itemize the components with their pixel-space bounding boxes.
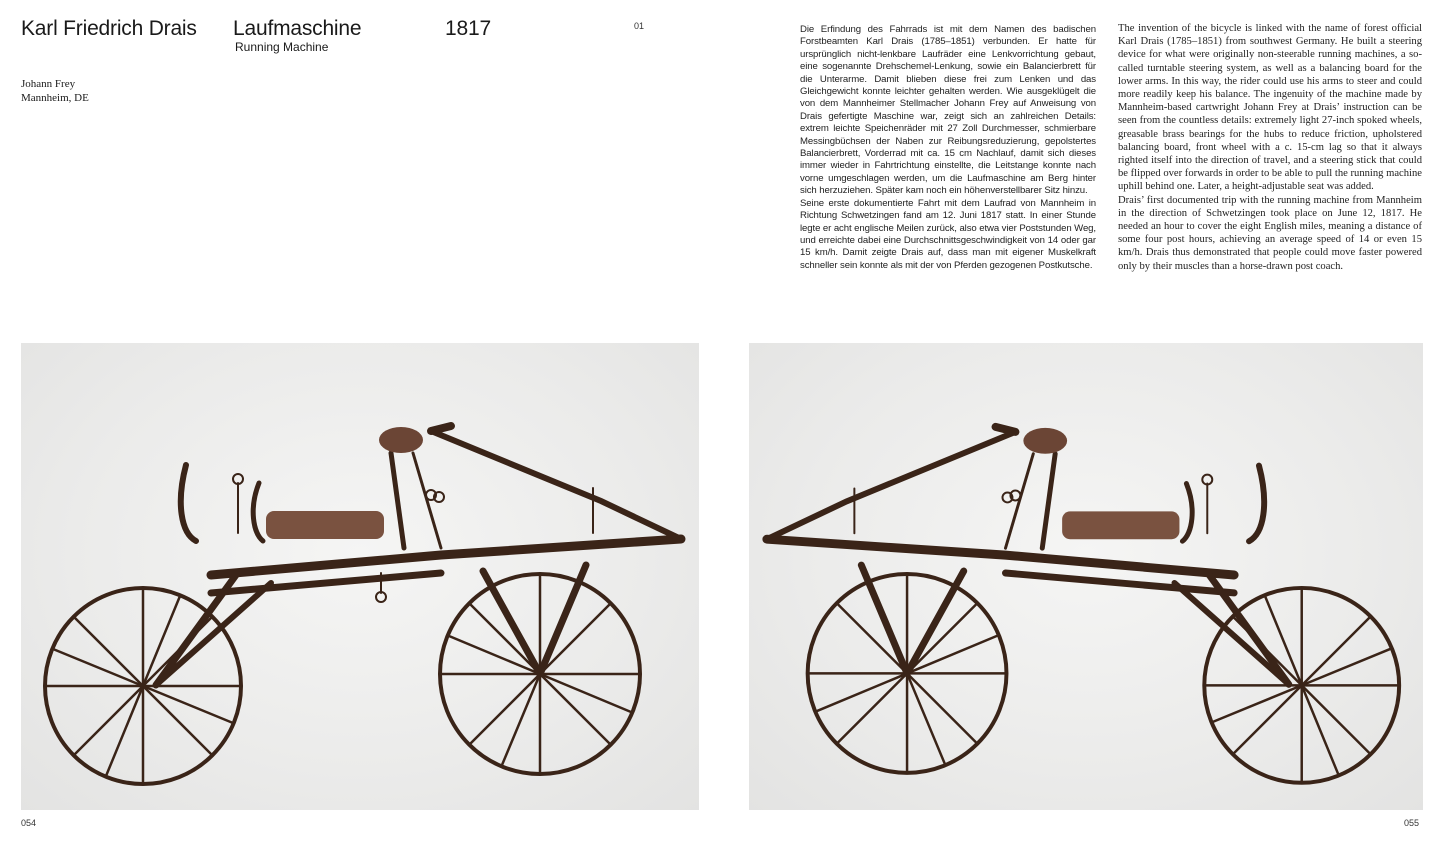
paragraph-de-2: Seine erste dokumentierte Fahrt mit dem Laufrad von Mannheim in Richtung Schwetzingen fand am 12. Juni 1817 statt. In einer Stunde legte er acht englische Meilen zurück, also etwa vier Poststunden Weg, und erreichte dabei eine Durchschnittsgeschwindigkeit von 14 oder gar 15 km/h. Damit zeigte Drais auf, dass man mit eigener Muskelkraft schneller sein konnte als mit der von Pferden gezogenen Postkutsche. [800,197,1096,271]
page-number-right: 055 [1404,818,1420,828]
object-year: 1817 [445,17,491,40]
entry-number: 01 [634,21,645,31]
body-text-en [1118,22,1422,273]
designer-name: Karl Friedrich Drais [21,17,197,40]
maker-place: Mannheim, DE [21,92,89,104]
photo-left [21,343,699,810]
paragraph-en-2: Drais’ first documented trip with the running machine from Mannheim in the direction of Schwetzingen took place on June 12, 1817. He needed an hour to cover the eight English miles, meaning a distance of some four post hours, achieving an average speed of 14 or even 15 km/h. Drais thus demonstrated that people could move faster powered only by their muscles than a horse-drawn post coach. [1118,194,1422,272]
maker-block [21,77,89,105]
running-machine-illustration-left [21,343,699,810]
paragraph-en-1: The invention of the bicycle is linked with the name of forest official Karl Drais (1785–1851) from southwest Germany. He built a steering device for what were originally non-steerable running machines, a so-called turntable steering system, as well as a balancing board for the lower arms. In this way, the rider could use his arms to steer and could more readily keep his balance. The ingenuity of the machine made by Mannheim-based cartwright Johann Frey at Drais’ instruction can be seen from the countless details: extremely light 27-inch spoked wheels, greasable brass bearings for the hubs to reduce friction, upholstered balancing board, front wheel with a c. 15-cm lag so that it always righted itself into the direction of travel, and a steering stick that could be flipped over forwards in order to be able to pull the running machine uphill behind one. Later, a height-adjustable seat was added. [1118,23,1422,193]
running-machine-illustration-right [749,343,1423,810]
body-text-de [800,24,1096,272]
photo-right [749,343,1423,810]
page-number-left: 054 [21,818,37,828]
object-title-en: Running Machine [235,40,329,54]
object-title: Laufmaschine [233,17,362,40]
paragraph-de-1: Die Erfindung des Fahrrads ist mit dem Namen des badischen Forstbeamten Karl Drais (1785–1851) verbunden. Er hatte für ursprünglich nicht-lenkbare Laufräder eine Lenkvorrichtung gebaut, eine sogenannte Drehschemel-Lenkung, sowie ein Balancierbrett für die Unterarme. Damit blieben diese frei zum Lenken und das Gleichgewicht konnte leichter gehalten werden. Wie ausgeklügelt die von dem Mannheimer Stellmacher Johann Frey auf Anweisung von Drais gefertigte Maschine war, zeigt sich an zahlreichen Details: extrem leichte Speichenräder mit 27 Zoll Durchmesser, schmierbare Messingbüchsen der Naben zur Reibungsreduzierung, gepolstertes Balancierbrett, Vorderrad mit ca. 15 cm Nachlauf, damit sich dieses immer wieder in Fahrtrichtung einstellte, die Leitstange konnte nach vorne umgeschlagen werden, um die Laufmaschine am Berg hinter sich herzuziehen. Später kam noch ein höhenverstellbarer Sitz hinzu. [800,24,1096,197]
maker-name: Johann Frey [21,78,76,90]
